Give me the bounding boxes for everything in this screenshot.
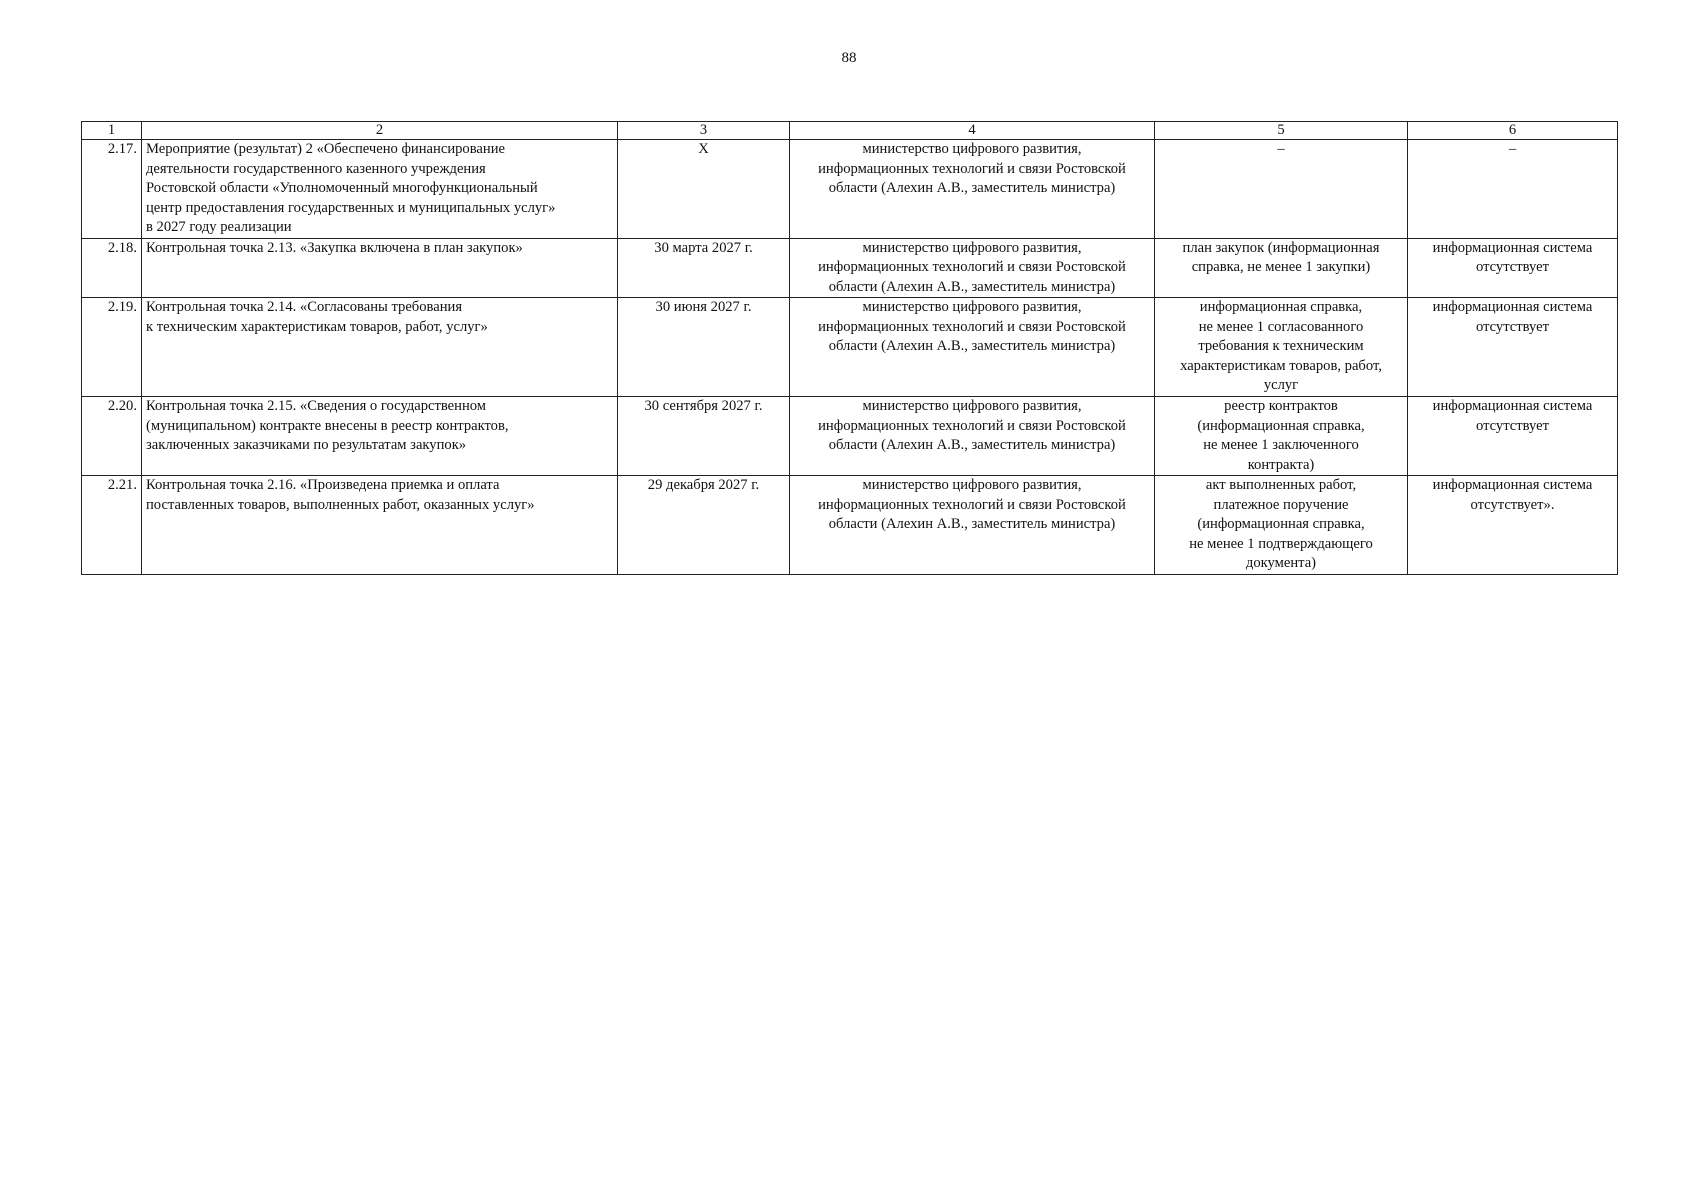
table-row xyxy=(82,238,1618,298)
table-header-row xyxy=(82,122,1618,140)
row-number: 2.19. xyxy=(82,298,142,397)
row-date: 30 марта 2027 г. xyxy=(618,238,790,298)
row-date: 29 декабря 2027 г. xyxy=(618,476,790,575)
row-name: Мероприятие (результат) 2 «Обеспечено финансирование деятельности государственного казенного учреждения Ростовской области «Уполномоченный многофункциональный центр предоставления государственных и муниципальных услуг» в 2027 году реализации xyxy=(142,140,618,239)
column-header: 6 xyxy=(1408,122,1618,140)
row-responsible: министерство цифрового развития, информационных технологий и связи Ростовской области (Алехин А.В., заместитель министра) xyxy=(790,140,1155,239)
row-date: 30 июня 2027 г. xyxy=(618,298,790,397)
column-header: 4 xyxy=(790,122,1155,140)
column-header: 3 xyxy=(618,122,790,140)
table-row xyxy=(82,397,1618,476)
column-header: 5 xyxy=(1155,122,1408,140)
row-number: 2.17. xyxy=(82,140,142,239)
table-row xyxy=(82,140,1618,239)
row-date: X xyxy=(618,140,790,239)
row-responsible: министерство цифрового развития, информационных технологий и связи Ростовской области (Алехин А.В., заместитель министра) xyxy=(790,397,1155,476)
column-header: 2 xyxy=(142,122,618,140)
row-document: реестр контрактов (информационная справка, не менее 1 заключенного контракта) xyxy=(1155,397,1408,476)
row-responsible: министерство цифрового развития, информационных технологий и связи Ростовской области (Алехин А.В., заместитель министра) xyxy=(790,476,1155,575)
row-name: Контрольная точка 2.16. «Произведена приемка и оплата поставленных товаров, выполненных работ, оказанных услуг» xyxy=(142,476,618,575)
table-row xyxy=(82,298,1618,397)
row-number: 2.20. xyxy=(82,397,142,476)
row-system: информационная система отсутствует xyxy=(1408,298,1618,397)
row-responsible: министерство цифрового развития, информационных технологий и связи Ростовской области (Алехин А.В., заместитель министра) xyxy=(790,238,1155,298)
row-system: – xyxy=(1408,140,1618,239)
row-system: информационная система отсутствует xyxy=(1408,397,1618,476)
row-date: 30 сентября 2027 г. xyxy=(618,397,790,476)
row-document: информационная справка, не менее 1 согласованного требования к техническим характеристикам товаров, работ, услуг xyxy=(1155,298,1408,397)
row-name: Контрольная точка 2.13. «Закупка включена в план закупок» xyxy=(142,238,618,298)
row-responsible: министерство цифрового развития, информационных технологий и связи Ростовской области (Алехин А.В., заместитель министра) xyxy=(790,298,1155,397)
row-number: 2.18. xyxy=(82,238,142,298)
plan-table xyxy=(81,121,1618,575)
row-number: 2.21. xyxy=(82,476,142,575)
row-name: Контрольная точка 2.15. «Сведения о государственном (муниципальном) контракте внесены в реестр контрактов, заключенных заказчиками по результатам закупок» xyxy=(142,397,618,476)
column-header: 1 xyxy=(82,122,142,140)
row-system: информационная система отсутствует xyxy=(1408,238,1618,298)
row-name: Контрольная точка 2.14. «Согласованы требования к техническим характеристикам товаров, работ, услуг» xyxy=(142,298,618,397)
row-document: план закупок (информационная справка, не менее 1 закупки) xyxy=(1155,238,1408,298)
row-document: акт выполненных работ, платежное поручение (информационная справка, не менее 1 подтверждающего документа) xyxy=(1155,476,1408,575)
row-system: информационная система отсутствует». xyxy=(1408,476,1618,575)
page-number: 88 xyxy=(841,50,857,66)
table-row xyxy=(82,476,1618,575)
row-document: – xyxy=(1155,140,1408,239)
